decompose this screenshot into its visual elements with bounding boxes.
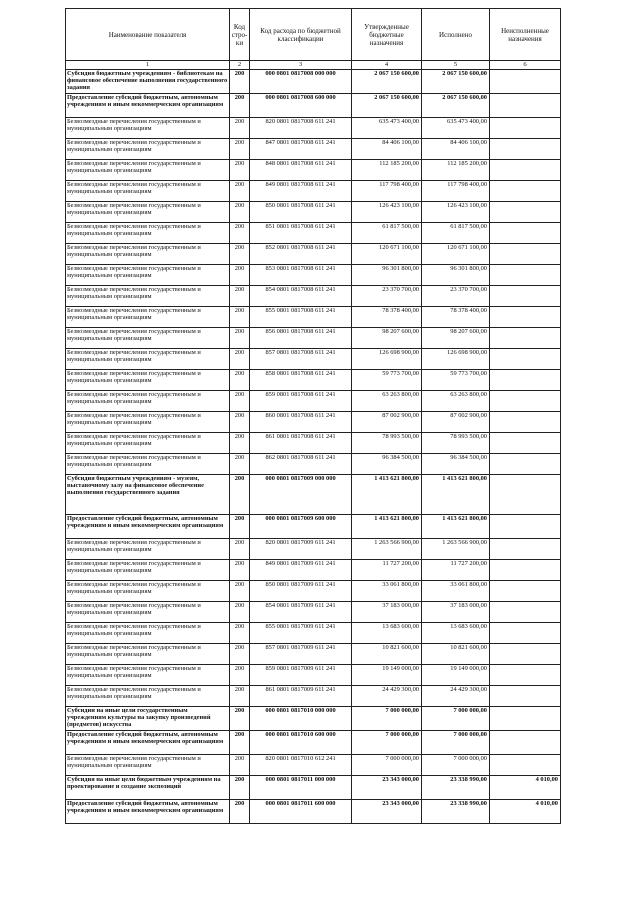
- executed-amount: 1 413 621 800,00: [422, 475, 490, 515]
- expense-code: 851 0801 0817008 611 241: [250, 223, 352, 244]
- approved-amount: 10 821 600,00: [352, 644, 422, 665]
- unexecuted-amount: [490, 94, 561, 118]
- approved-amount: 23 343 000,00: [352, 800, 422, 824]
- line-code: 200: [230, 475, 250, 515]
- indicator-name: Безвозмездные перечисления государственным и муниципальным организациям: [66, 539, 230, 560]
- approved-amount: 59 773 700,00: [352, 370, 422, 391]
- executed-amount: 126 423 100,00: [422, 202, 490, 223]
- unexecuted-amount: [490, 244, 561, 265]
- table-row: [66, 707, 561, 731]
- expense-code: 857 0801 0817008 611 241: [250, 349, 352, 370]
- column-number: 5: [422, 61, 490, 70]
- header-name: Наименование показателя: [66, 9, 230, 61]
- approved-amount: 13 683 600,00: [352, 623, 422, 644]
- table-row: [66, 644, 561, 665]
- approved-amount: 126 698 900,00: [352, 349, 422, 370]
- expense-code: 850 0801 0817009 611 241: [250, 581, 352, 602]
- indicator-name: Предоставление субсидий бюджетным, автономным учреждениям и иным некоммерческим организациям: [66, 515, 230, 539]
- approved-amount: 120 671 100,00: [352, 244, 422, 265]
- line-code: 200: [230, 686, 250, 707]
- approved-amount: 63 263 800,00: [352, 391, 422, 412]
- table-row: [66, 515, 561, 539]
- indicator-name: Безвозмездные перечисления государственным и муниципальным организациям: [66, 686, 230, 707]
- expense-code: 849 0801 0817008 611 241: [250, 181, 352, 202]
- line-code: 200: [230, 412, 250, 433]
- expense-code: 855 0801 0817008 611 241: [250, 307, 352, 328]
- indicator-name: Безвозмездные перечисления государственным и муниципальным организациям: [66, 244, 230, 265]
- expense-code: 820 0801 0817008 611 241: [250, 118, 352, 139]
- approved-amount: 23 343 000,00: [352, 776, 422, 800]
- unexecuted-amount: [490, 707, 561, 731]
- expense-code: 855 0801 0817009 611 241: [250, 623, 352, 644]
- unexecuted-amount: [490, 412, 561, 433]
- unexecuted-amount: [490, 70, 561, 94]
- line-code: 200: [230, 623, 250, 644]
- executed-amount: 19 149 000,00: [422, 665, 490, 686]
- table-row: [66, 349, 561, 370]
- unexecuted-amount: [490, 286, 561, 307]
- indicator-name: Безвозмездные перечисления государственным и муниципальным организациям: [66, 454, 230, 475]
- table-row: [66, 539, 561, 560]
- executed-amount: 78 378 400,00: [422, 307, 490, 328]
- unexecuted-amount: [490, 202, 561, 223]
- line-code: 200: [230, 160, 250, 181]
- executed-amount: 84 406 100,00: [422, 139, 490, 160]
- indicator-name: Безвозмездные перечисления государственным и муниципальным организациям: [66, 560, 230, 581]
- executed-amount: 112 185 200,00: [422, 160, 490, 181]
- table-row: [66, 265, 561, 286]
- table-row: [66, 181, 561, 202]
- indicator-name: Субсидии на иные цели государственным учреждениям культуры на закупку произведений (предметов) искусства: [66, 707, 230, 731]
- table-row: [66, 623, 561, 644]
- unexecuted-amount: [490, 181, 561, 202]
- table-row: [66, 391, 561, 412]
- executed-amount: 2 067 150 600,00: [422, 70, 490, 94]
- executed-amount: 98 207 600,00: [422, 328, 490, 349]
- table-row: [66, 160, 561, 181]
- table-row: [66, 475, 561, 515]
- indicator-name: Безвозмездные перечисления государственным и муниципальным организациям: [66, 118, 230, 139]
- approved-amount: 1 413 621 800,00: [352, 515, 422, 539]
- indicator-name: Безвозмездные перечисления государственным и муниципальным организациям: [66, 223, 230, 244]
- approved-amount: 112 185 200,00: [352, 160, 422, 181]
- executed-amount: 23 338 990,00: [422, 800, 490, 824]
- table-row: [66, 118, 561, 139]
- expense-code: 849 0801 0817009 611 241: [250, 560, 352, 581]
- column-number: 6: [490, 61, 561, 70]
- approved-amount: 7 000 000,00: [352, 731, 422, 755]
- expense-code: 856 0801 0817008 611 241: [250, 328, 352, 349]
- unexecuted-amount: [490, 391, 561, 412]
- line-code: 200: [230, 755, 250, 776]
- expense-code: 852 0801 0817008 611 241: [250, 244, 352, 265]
- line-code: 200: [230, 602, 250, 623]
- line-code: 200: [230, 454, 250, 475]
- expense-code: 854 0801 0817008 611 241: [250, 286, 352, 307]
- line-code: 200: [230, 370, 250, 391]
- approved-amount: 33 061 800,00: [352, 581, 422, 602]
- indicator-name: Безвозмездные перечисления государственным и муниципальным организациям: [66, 181, 230, 202]
- executed-amount: 24 429 300,00: [422, 686, 490, 707]
- table-row: [66, 244, 561, 265]
- table-row: [66, 731, 561, 755]
- expense-code: 848 0801 0817008 611 241: [250, 160, 352, 181]
- unexecuted-amount: [490, 328, 561, 349]
- expense-code: 859 0801 0817008 611 241: [250, 391, 352, 412]
- budget-report-sheet: [65, 8, 560, 824]
- line-code: 200: [230, 223, 250, 244]
- approved-amount: 61 817 500,00: [352, 223, 422, 244]
- unexecuted-amount: 4 010,00: [490, 776, 561, 800]
- unexecuted-amount: [490, 307, 561, 328]
- table-row: [66, 433, 561, 454]
- executed-amount: 59 773 700,00: [422, 370, 490, 391]
- table-row: [66, 223, 561, 244]
- approved-amount: 87 002 900,00: [352, 412, 422, 433]
- table-row: [66, 686, 561, 707]
- unexecuted-amount: [490, 433, 561, 454]
- indicator-name: Безвозмездные перечисления государственным и муниципальным организациям: [66, 139, 230, 160]
- unexecuted-amount: [490, 370, 561, 391]
- unexecuted-amount: [490, 644, 561, 665]
- line-code: 200: [230, 328, 250, 349]
- indicator-name: Предоставление субсидий бюджетным, автономным учреждениям и иным некоммерческим организациям: [66, 800, 230, 824]
- table-row: [66, 202, 561, 223]
- unexecuted-amount: [490, 139, 561, 160]
- approved-amount: 96 384 500,00: [352, 454, 422, 475]
- approved-amount: 126 423 100,00: [352, 202, 422, 223]
- indicator-name: Безвозмездные перечисления государственным и муниципальным организациям: [66, 286, 230, 307]
- unexecuted-amount: [490, 665, 561, 686]
- indicator-name: Безвозмездные перечисления государственным и муниципальным организациям: [66, 644, 230, 665]
- line-code: 200: [230, 265, 250, 286]
- executed-amount: 23 338 990,00: [422, 776, 490, 800]
- table-row: [66, 665, 561, 686]
- approved-amount: 7 000 000,00: [352, 755, 422, 776]
- approved-amount: 117 798 400,00: [352, 181, 422, 202]
- expense-code: 000 0801 0817008 600 000: [250, 94, 352, 118]
- table-row: [66, 412, 561, 433]
- unexecuted-amount: [490, 602, 561, 623]
- line-code: 200: [230, 70, 250, 94]
- table-row: [66, 560, 561, 581]
- table-row: [66, 370, 561, 391]
- table-row: [66, 70, 561, 94]
- executed-amount: 7 000 000,00: [422, 707, 490, 731]
- expense-code: 000 0801 0817008 000 000: [250, 70, 352, 94]
- unexecuted-amount: [490, 475, 561, 515]
- table-row: [66, 602, 561, 623]
- approved-amount: 84 406 100,00: [352, 139, 422, 160]
- executed-amount: 61 817 500,00: [422, 223, 490, 244]
- unexecuted-amount: [490, 560, 561, 581]
- indicator-name: Безвозмездные перечисления государственным и муниципальным организациям: [66, 349, 230, 370]
- indicator-name: Безвозмездные перечисления государственным и муниципальным организациям: [66, 581, 230, 602]
- executed-amount: 78 993 500,00: [422, 433, 490, 454]
- unexecuted-amount: 4 010,00: [490, 800, 561, 824]
- unexecuted-amount: [490, 623, 561, 644]
- unexecuted-amount: [490, 539, 561, 560]
- approved-amount: 2 067 150 600,00: [352, 70, 422, 94]
- executed-amount: 13 683 600,00: [422, 623, 490, 644]
- line-code: 200: [230, 94, 250, 118]
- approved-amount: 24 429 300,00: [352, 686, 422, 707]
- executed-amount: 33 061 800,00: [422, 581, 490, 602]
- line-code: 200: [230, 560, 250, 581]
- approved-amount: 98 207 600,00: [352, 328, 422, 349]
- table-row: [66, 800, 561, 824]
- expense-code: 820 0801 0817009 611 241: [250, 539, 352, 560]
- table-row: [66, 328, 561, 349]
- line-code: 200: [230, 776, 250, 800]
- approved-amount: 23 370 700,00: [352, 286, 422, 307]
- line-code: 200: [230, 433, 250, 454]
- line-code: 200: [230, 139, 250, 160]
- indicator-name: Безвозмездные перечисления государственным и муниципальным организациям: [66, 265, 230, 286]
- column-number: 4: [352, 61, 422, 70]
- unexecuted-amount: [490, 755, 561, 776]
- approved-amount: 78 378 400,00: [352, 307, 422, 328]
- indicator-name: Безвозмездные перечисления государственным и муниципальным организациям: [66, 623, 230, 644]
- table-row: [66, 286, 561, 307]
- executed-amount: 1 263 566 900,00: [422, 539, 490, 560]
- indicator-name: Субсидия бюджетным учреждениям - библиотекам на финансовое обеспечение выполнения государственного задания: [66, 70, 230, 94]
- column-number: 1: [66, 61, 230, 70]
- executed-amount: 117 798 400,00: [422, 181, 490, 202]
- unexecuted-amount: [490, 265, 561, 286]
- line-code: 200: [230, 349, 250, 370]
- unexecuted-amount: [490, 515, 561, 539]
- expense-code: 861 0801 0817009 611 241: [250, 686, 352, 707]
- expense-code: 862 0801 0817008 611 241: [250, 454, 352, 475]
- executed-amount: 7 000 000,00: [422, 755, 490, 776]
- table-header-row: [66, 9, 561, 61]
- expense-code: 859 0801 0817009 611 241: [250, 665, 352, 686]
- line-code: 200: [230, 244, 250, 265]
- indicator-name: Безвозмездные перечисления государственным и муниципальным организациям: [66, 328, 230, 349]
- approved-amount: 2 067 150 600,00: [352, 94, 422, 118]
- approved-amount: 1 263 566 900,00: [352, 539, 422, 560]
- header-unexecuted: Неисполненные назначения: [490, 9, 561, 61]
- executed-amount: 63 263 800,00: [422, 391, 490, 412]
- unexecuted-amount: [490, 686, 561, 707]
- executed-amount: 10 821 600,00: [422, 644, 490, 665]
- header-approved: Утвержденные бюджетные назначения: [352, 9, 422, 61]
- expense-code: 820 0801 0817010 612 241: [250, 755, 352, 776]
- unexecuted-amount: [490, 223, 561, 244]
- line-code: 200: [230, 665, 250, 686]
- unexecuted-amount: [490, 160, 561, 181]
- header-executed: Исполнено: [422, 9, 490, 61]
- executed-amount: 23 370 700,00: [422, 286, 490, 307]
- column-number: 2: [230, 61, 250, 70]
- indicator-name: Субсидия бюджетным учреждениям - музеям, выставочному залу на финансовое обеспечение выполнения государственного задания: [66, 475, 230, 515]
- expense-code: 854 0801 0817009 611 241: [250, 602, 352, 623]
- table-row: [66, 454, 561, 475]
- unexecuted-amount: [490, 731, 561, 755]
- executed-amount: 11 727 200,00: [422, 560, 490, 581]
- line-code: 200: [230, 581, 250, 602]
- expense-code: 000 0801 0817010 000 000: [250, 707, 352, 731]
- line-code: 200: [230, 118, 250, 139]
- expense-code: 000 0801 0817009 000 000: [250, 475, 352, 515]
- table-row: [66, 94, 561, 118]
- table-row: [66, 139, 561, 160]
- expense-code: 000 0801 0817011 600 000: [250, 800, 352, 824]
- indicator-name: Безвозмездные перечисления государственным и муниципальным организациям: [66, 391, 230, 412]
- approved-amount: 96 301 800,00: [352, 265, 422, 286]
- expense-code: 860 0801 0817008 611 241: [250, 412, 352, 433]
- approved-amount: 635 473 400,00: [352, 118, 422, 139]
- line-code: 200: [230, 644, 250, 665]
- line-code: 200: [230, 307, 250, 328]
- indicator-name: Безвозмездные перечисления государственным и муниципальным организациям: [66, 433, 230, 454]
- expense-code: 857 0801 0817009 611 241: [250, 644, 352, 665]
- line-code: 200: [230, 286, 250, 307]
- table-row: [66, 776, 561, 800]
- approved-amount: 7 000 000,00: [352, 707, 422, 731]
- expense-code: 000 0801 0817010 600 000: [250, 731, 352, 755]
- indicator-name: Безвозмездные перечисления государственным и муниципальным организациям: [66, 370, 230, 391]
- executed-amount: 635 473 400,00: [422, 118, 490, 139]
- indicator-name: Безвозмездные перечисления государственным и муниципальным организациям: [66, 202, 230, 223]
- line-code: 200: [230, 515, 250, 539]
- header-expense-code: Код расхода по бюджетной классификации: [250, 9, 352, 61]
- unexecuted-amount: [490, 118, 561, 139]
- expense-code: 853 0801 0817008 611 241: [250, 265, 352, 286]
- column-number-row: [66, 61, 561, 70]
- indicator-name: Безвозмездные перечисления государственным и муниципальным организациям: [66, 307, 230, 328]
- executed-amount: 7 000 000,00: [422, 731, 490, 755]
- executed-amount: 1 413 621 800,00: [422, 515, 490, 539]
- budget-execution-table: [65, 8, 561, 824]
- approved-amount: 19 149 000,00: [352, 665, 422, 686]
- indicator-name: Субсидия на иные цели бюджетным учреждениям на проектирование и создание экспозиций: [66, 776, 230, 800]
- line-code: 200: [230, 181, 250, 202]
- indicator-name: Безвозмездные перечисления государственным и муниципальным организациям: [66, 755, 230, 776]
- line-code: 200: [230, 800, 250, 824]
- indicator-name: Предоставление субсидий бюджетным, автономным учреждениям и иным некоммерческим организациям: [66, 731, 230, 755]
- table-row: [66, 307, 561, 328]
- column-number: 3: [250, 61, 352, 70]
- executed-amount: 2 067 150 600,00: [422, 94, 490, 118]
- unexecuted-amount: [490, 581, 561, 602]
- executed-amount: 96 301 800,00: [422, 265, 490, 286]
- table-row: [66, 755, 561, 776]
- executed-amount: 87 002 900,00: [422, 412, 490, 433]
- executed-amount: 120 671 100,00: [422, 244, 490, 265]
- unexecuted-amount: [490, 349, 561, 370]
- approved-amount: 11 727 200,00: [352, 560, 422, 581]
- indicator-name: Безвозмездные перечисления государственным и муниципальным организациям: [66, 665, 230, 686]
- expense-code: 000 0801 0817011 000 000: [250, 776, 352, 800]
- approved-amount: 1 413 621 800,00: [352, 475, 422, 515]
- line-code: 200: [230, 391, 250, 412]
- table-row: [66, 581, 561, 602]
- indicator-name: Безвозмездные перечисления государственным и муниципальным организациям: [66, 602, 230, 623]
- line-code: 200: [230, 539, 250, 560]
- line-code: 200: [230, 731, 250, 755]
- indicator-name: Предоставление субсидий бюджетным, автономным учреждениям и иным некоммерческим организациям: [66, 94, 230, 118]
- line-code: 200: [230, 202, 250, 223]
- indicator-name: Безвозмездные перечисления государственным и муниципальным организациям: [66, 160, 230, 181]
- executed-amount: 126 698 900,00: [422, 349, 490, 370]
- expense-code: 861 0801 0817008 611 241: [250, 433, 352, 454]
- line-code: 200: [230, 707, 250, 731]
- unexecuted-amount: [490, 454, 561, 475]
- header-line-code: Код стро-ки: [230, 9, 250, 61]
- approved-amount: 37 183 000,00: [352, 602, 422, 623]
- executed-amount: 37 183 000,00: [422, 602, 490, 623]
- expense-code: 000 0801 0817009 600 000: [250, 515, 352, 539]
- executed-amount: 96 384 500,00: [422, 454, 490, 475]
- indicator-name: Безвозмездные перечисления государственным и муниципальным организациям: [66, 412, 230, 433]
- expense-code: 858 0801 0817008 611 241: [250, 370, 352, 391]
- expense-code: 847 0801 0817008 611 241: [250, 139, 352, 160]
- approved-amount: 78 993 500,00: [352, 433, 422, 454]
- expense-code: 850 0801 0817008 611 241: [250, 202, 352, 223]
